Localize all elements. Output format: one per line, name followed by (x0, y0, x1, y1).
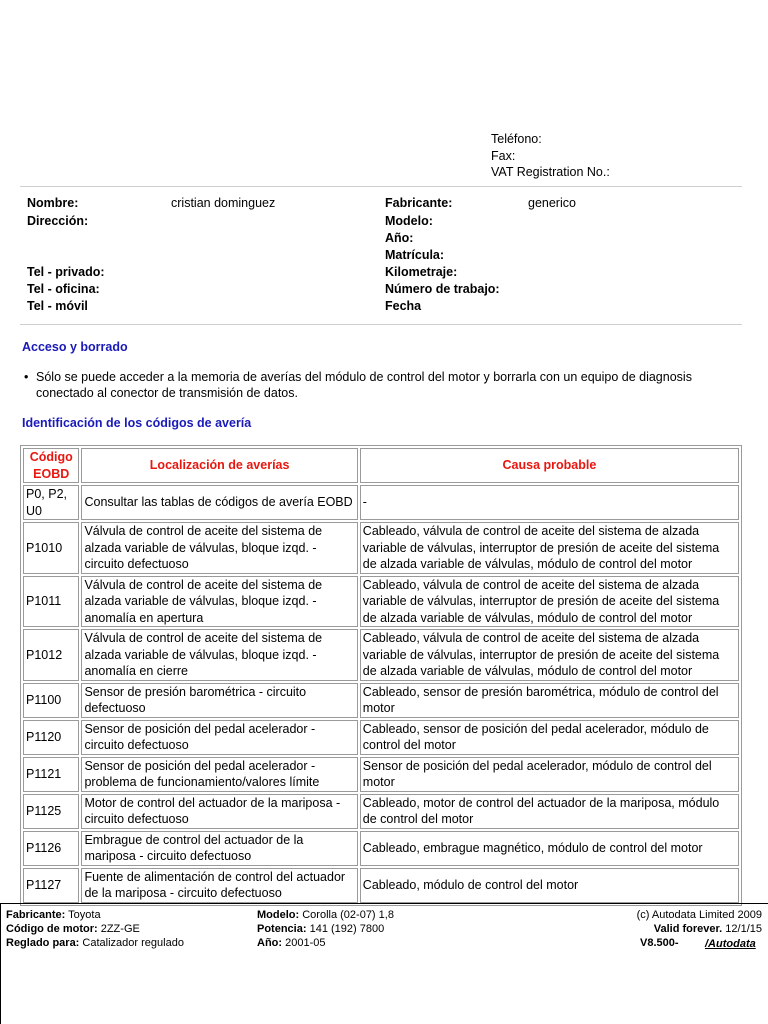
cause-cell: Cableado, módulo de control del motor (360, 868, 739, 903)
footer-ano-value: 2001-05 (285, 937, 326, 949)
code-cell: P1012 (23, 629, 79, 681)
direccion-label: Dirección: (27, 214, 89, 228)
divider-middle (20, 324, 742, 325)
footer-power (257, 922, 384, 936)
nombre-label: Nombre: (27, 196, 79, 210)
table-row (23, 757, 739, 792)
ano-label: Año: (385, 231, 414, 245)
location-cell: Sensor de posición del pedal acelerador - problema de funcionamiento/valores límite (81, 757, 357, 792)
autodata-logo: /Autodata (705, 938, 756, 950)
header-location: Localización de averías (81, 448, 357, 483)
footer-fabricante-label: Fabricante: (6, 909, 66, 921)
location-cell: Válvula de control de aceite del sistema de alzada variable de válvulas, bloque izqd. - circuito defectuoso (81, 522, 357, 574)
table-row (23, 522, 739, 574)
footer-tuned-for (6, 936, 184, 950)
cause-cell: - (360, 485, 739, 520)
location-cell: Válvula de control de aceite del sistema de alzada variable de válvulas, bloque izqd. - anomalía en cierre (81, 629, 357, 681)
footer-manufacturer (6, 908, 101, 922)
code-cell: P1011 (23, 576, 79, 628)
footer-reglado-label: Reglado para: (6, 937, 80, 949)
numero-trabajo-label: Número de trabajo: (385, 282, 500, 296)
vat-label: VAT Registration No.: (491, 165, 610, 179)
codes-heading: Identificación de los códigos de avería (22, 416, 252, 430)
footer-potencia-label: Potencia: (257, 923, 307, 935)
kilometraje-label: Kilometraje: (385, 265, 458, 279)
table-row (23, 576, 739, 628)
bullet-icon: • (24, 370, 29, 384)
code-cell: P1126 (23, 831, 79, 866)
footer-reglado-value: Catalizador regulado (82, 937, 184, 949)
fabricante-label: Fabricante: (385, 196, 453, 210)
access-text-line1: Sólo se puede acceder a la memoria de averías del módulo de control del motor y borrarla con un equipo de diagnosis (36, 370, 692, 384)
cause-cell: Cableado, sensor de presión barométrica, módulo de control del motor (360, 683, 739, 718)
location-cell: Motor de control del actuador de la mariposa - circuito defectuoso (81, 794, 357, 829)
fecha-label: Fecha (385, 299, 422, 313)
tel-oficina-label: Tel - oficina: (27, 282, 100, 296)
code-cell: P1010 (23, 522, 79, 574)
footer-potencia-value: 141 (192) 7800 (309, 923, 385, 935)
cause-cell: Cableado, sensor de posición del pedal acelerador, módulo de control del motor (360, 720, 739, 755)
cause-cell: Cableado, válvula de control de aceite del sistema de alzada variable de válvulas, interruptor de presión de aceite del sistema de alzada variable de válvulas, módulo de control del motor (360, 629, 739, 681)
location-cell: Sensor de presión barométrica - circuito defectuoso (81, 683, 357, 718)
phone-label: Teléfono: (491, 132, 542, 146)
footer-valid-label: Valid forever. (653, 923, 723, 935)
table-row (23, 683, 739, 718)
footer-codigo-motor-value: 2ZZ-GE (100, 923, 140, 935)
footer-fabricante-value: Toyota (68, 909, 101, 921)
fax-label: Fax: (491, 148, 516, 163)
table-row (23, 831, 739, 866)
table-row (23, 629, 739, 681)
table-row (23, 485, 739, 520)
cause-cell: Cableado, motor de control del actuador de la mariposa, módulo de control del motor (360, 794, 739, 829)
nombre-value: cristian dominguez (171, 196, 276, 210)
cause-cell: Sensor de posición del pedal acelerador, módulo de control del motor (360, 757, 739, 792)
code-cell: P1127 (23, 868, 79, 903)
tel-privado-label: Tel - privado: (27, 265, 105, 279)
fault-codes-table (20, 445, 742, 906)
cause-cell: Cableado, válvula de control de aceite del sistema de alzada variable de válvulas, interruptor de presión de aceite del sistema de alzada variable de válvulas, módulo de control del motor (360, 522, 739, 574)
footer-ano-label: Año: (257, 937, 283, 949)
customer-info (27, 196, 747, 320)
location-cell: Sensor de posición del pedal acelerador - circuito defectuoso (81, 720, 357, 755)
code-cell: P1121 (23, 757, 79, 792)
contact-block (491, 131, 610, 181)
footer-valid-date: 12/1/15 (725, 923, 762, 935)
fabricante-value: generico (528, 196, 576, 210)
access-text-line2: conectado al conector de transmisión de datos. (36, 385, 298, 400)
table-row (23, 868, 739, 903)
code-cell: P1100 (23, 683, 79, 718)
table-row (23, 720, 739, 755)
footer-year (257, 936, 325, 950)
footer-model (257, 908, 394, 922)
footer-codigo-motor-label: Código de motor: (6, 923, 98, 935)
footer-engine-code (6, 922, 140, 936)
tel-movil-label: Tel - móvil (27, 299, 88, 313)
footer-version: V8.500- (640, 937, 679, 949)
cause-cell: Cableado, embrague magnético, módulo de control del motor (360, 831, 739, 866)
location-cell: Fuente de alimentación de control del actuador de la mariposa - circuito defectuoso (81, 868, 357, 903)
footer-modelo-value: Corolla (02-07) 1,8 (302, 909, 394, 921)
access-bullet (24, 370, 736, 401)
table-header-row (23, 448, 739, 483)
footer-validity (654, 922, 762, 936)
divider-top (20, 186, 742, 187)
code-cell: P1125 (23, 794, 79, 829)
location-cell: Consultar las tablas de códigos de avería EOBD (81, 485, 357, 520)
location-cell: Válvula de control de aceite del sistema de alzada variable de válvulas, bloque izqd. - anomalía en apertura (81, 576, 357, 628)
modelo-label: Modelo: (385, 214, 433, 228)
location-cell: Embrague de control del actuador de la mariposa - circuito defectuoso (81, 831, 357, 866)
code-cell: P0, P2, U0 (23, 485, 79, 520)
code-cell: P1120 (23, 720, 79, 755)
cause-cell: Cableado, válvula de control de aceite del sistema de alzada variable de válvulas, interruptor de presión de aceite del sistema de alzada variable de válvulas, módulo de control del motor (360, 576, 739, 628)
footer-modelo-label: Modelo: (257, 909, 300, 921)
header-cause: Causa probable (360, 448, 739, 483)
access-heading: Acceso y borrado (22, 340, 128, 354)
header-code: Código EOBD (23, 448, 79, 483)
footer-copyright: (c) Autodata Limited 2009 (636, 909, 762, 921)
table-row (23, 794, 739, 829)
matricula-label: Matrícula: (385, 248, 445, 262)
